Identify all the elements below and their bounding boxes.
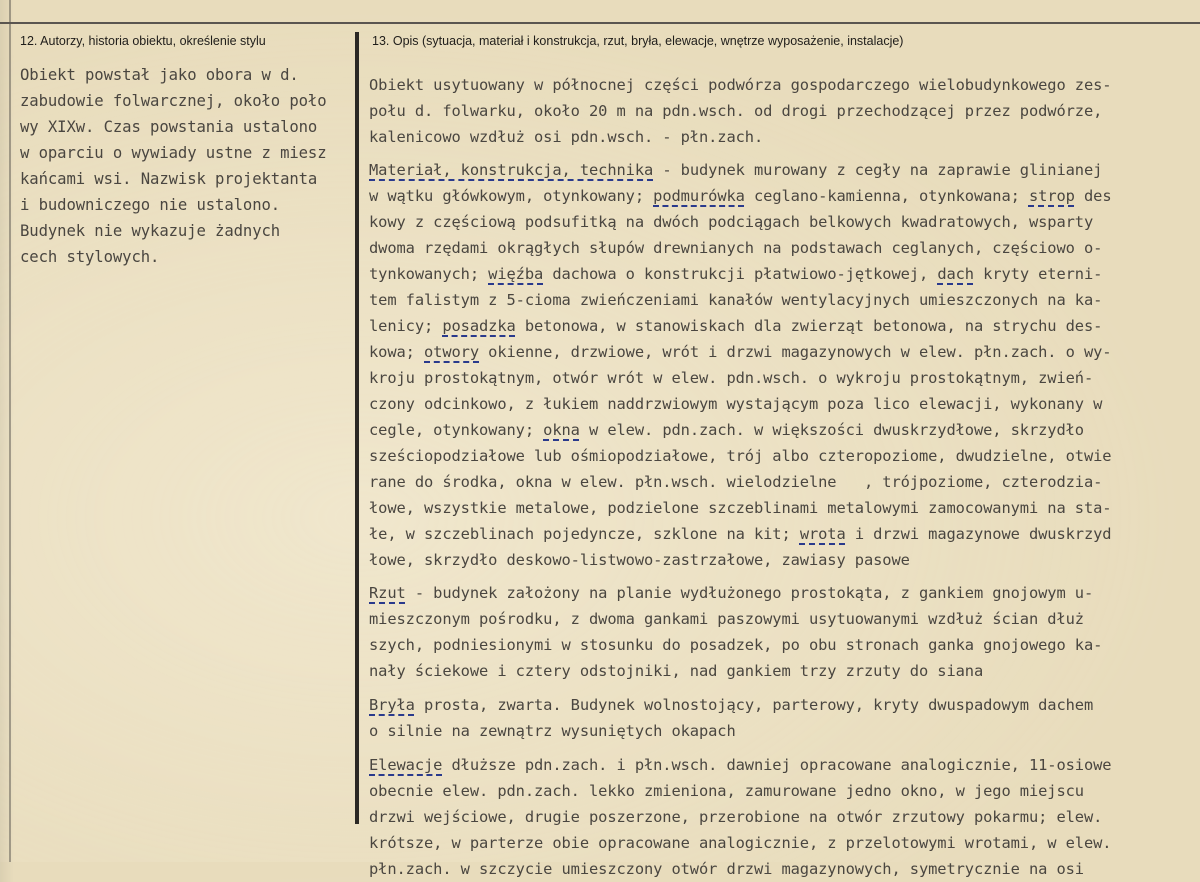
construction-text: lenicy; <box>369 317 443 335</box>
plan-line: szych, podniesionymi w stosunku do posadzek, po obu stronach ganka gnojowego ka- <box>369 636 1103 654</box>
construction-line: łowe, wszystkie metalowe, podzielone szczeblinami metalowymi zamocowanymi na sta- <box>369 499 1112 517</box>
history-line: kańcami wsi. Nazwisk projektanta <box>20 170 318 188</box>
construction-text: łe, w szczeblinach pojedyncze, szklone na kit; <box>369 525 800 543</box>
elevations-line <box>369 752 1199 778</box>
elevations-line: drzwi wejściowe, drugie poszerzone, przerobione na otwór zrzutowy pokarmu; elew. <box>369 808 1103 826</box>
construction-keyword: posadzka <box>442 317 516 335</box>
construction-line: sześciopodziałowe lub ośmiopodziałowe, trój albo czteropoziome, dwudzielne, otwie <box>369 447 1112 465</box>
construction-line: czony odcinkowo, z łukiem naddrzwiowym wystającym poza lico elewacji, wykonany w <box>369 395 1103 413</box>
history-text-block <box>20 62 350 270</box>
construction-text: w wątku główkowym, otynkowany; <box>369 187 654 205</box>
paragraph-gap <box>369 744 1199 752</box>
massing-text: prosta, zwarta. Budynek wolnostojący, parterowy, kryty dwuspadowym dachem <box>414 696 1094 714</box>
location-line: Obiekt usytuowany w północnej części podwórza gospodarczego wielobudynkowego zes- <box>369 76 1112 94</box>
left-margin-rule <box>9 0 11 862</box>
section-13-heading: 13. Opis (sytuacja, materiał i konstrukcja, rzut, bryła, elewacje, wnętrze wyposażenie, instalacje) <box>372 34 904 48</box>
construction-text: kowa; <box>369 343 424 361</box>
elevations-line: krótsze, w parterze obie opracowane analogicznie, z przelotowymi wrotami, w elew. <box>369 834 1112 852</box>
plan-text: - budynek założony na planie wydłużonego prostokąta, z gankiem gnojowym u- <box>405 584 1094 602</box>
paragraph-gap <box>369 573 1199 580</box>
location-line: połu d. folwarku, około 20 m na pdn.wsch. od drogi przechodzącej przez podwórze, <box>369 102 1103 120</box>
elevations-line: płn.zach. w szczycie umieszczony otwór drzwi magazynowych, symetrycznie na osi <box>369 860 1084 878</box>
construction-text: tynkowanych; <box>369 265 489 283</box>
paragraph-gap <box>369 150 1199 157</box>
construction-line <box>369 339 1199 365</box>
paragraph-gap <box>369 684 1199 692</box>
construction-keyword: więźba <box>488 265 544 283</box>
construction-text: kryty eterni- <box>973 265 1103 283</box>
construction-text: i drzwi magazynowe dwuskrzyd <box>845 525 1112 543</box>
construction-line: dwoma rzędami okrągłych słupów drewnianych na podstawach ceglanych, częściowo o- <box>369 239 1103 257</box>
construction-keyword: okna <box>543 421 580 439</box>
construction-line <box>369 521 1199 547</box>
elevations-keyword: Elewacje <box>369 756 443 774</box>
construction-text: des <box>1074 187 1112 205</box>
location-line: kalenicowo wzdłuż osi pdn.wsch. - płn.zach. <box>369 128 764 146</box>
construction-text: w elew. pdn.zach. w większości dwuskrzydłowe, skrzydło <box>579 421 1084 439</box>
construction-line: tem falistym z 5-cioma zwieńczeniami kanałów wentylacyjnych umieszczonych na ka- <box>369 291 1103 309</box>
elevations-text: dłuższe pdn.zach. i płn.wsch. dawniej opracowane analogicznie, 11-osiowe <box>442 756 1112 774</box>
top-rule <box>0 22 1200 24</box>
history-line: Budynek nie wykazuje żadnych <box>20 222 281 240</box>
elevations-line: obecnie elew. pdn.zach. lekko zmieniona, zamurowane jedno okno, w jego miejscu <box>369 782 1084 800</box>
history-line: wy XIXw. Czas powstania ustalono <box>20 118 318 136</box>
history-line: zabudowie folwarcznej, około poło <box>20 92 327 110</box>
history-line: Obiekt powstał jako obora w d. <box>20 66 299 84</box>
construction-text: cegle, otynkowany; <box>369 421 544 439</box>
history-line: i budowniczego nie ustalono. <box>20 196 281 214</box>
plan-line <box>369 580 1199 606</box>
construction-line <box>369 183 1199 209</box>
column-divider <box>355 32 359 824</box>
history-line: cech stylowych. <box>20 248 160 266</box>
construction-line <box>369 417 1199 443</box>
massing-keyword: Bryła <box>369 696 415 714</box>
plan-keyword: Rzut <box>369 584 406 602</box>
construction-keyword: otwory <box>424 343 479 361</box>
construction-line: łowe, skrzydło deskowo-listwowo-zastrzałowe, zawiasy pasowe <box>369 551 910 569</box>
construction-line: kowy z częściową podsufitką na dwóch podciągach belkowych kwadratowych, wsparty <box>369 213 1094 231</box>
construction-text: betonowa, w stanowiskach dla zwierząt betonowa, na strychu des- <box>515 317 1103 335</box>
description-text-block <box>369 72 1199 882</box>
section-12-heading: 12. Autorzy, historia obiektu, określenie stylu <box>20 34 266 48</box>
construction-line <box>369 157 1199 183</box>
massing-line: o silnie na zewnątrz wysuniętych okapach <box>369 722 736 740</box>
construction-text: okienne, drzwiowe, wrót i drzwi magazynowych w elew. płn.zach. o wy- <box>479 343 1112 361</box>
plan-line: mieszczonym pośrodku, z dwoma gankami paszowymi usytuowanymi wzdłuż ścian dłuż <box>369 610 1084 628</box>
construction-keyword: podmurówka <box>653 187 745 205</box>
construction-line <box>369 261 1199 287</box>
construction-text: ceglano-kamienna, otynkowana; <box>744 187 1029 205</box>
plan-line: nały ściekowe i cztery odstojniki, nad gankiem trzy zrzuty do siana <box>369 662 984 680</box>
construction-keyword: wrota <box>799 525 846 543</box>
construction-keyword: dach <box>937 265 974 283</box>
construction-keyword: Materiał, konstrukcja, technika <box>369 161 654 179</box>
construction-line: rane do środka, okna w elew. płn.wsch. wielodzielne , trójpoziome, czterodzia- <box>369 473 1103 491</box>
construction-line: kroju prostokątnym, otwór wrót w elew. pdn.wsch. o wykroju prostokątnym, zwień- <box>369 369 1094 387</box>
construction-text: dachowa o konstrukcji płatwiowo-jętkowej, <box>543 265 938 283</box>
construction-line <box>369 313 1199 339</box>
construction-keyword: strop <box>1028 187 1075 205</box>
history-line: w oparciu o wywiady ustne z miesz <box>20 144 327 162</box>
massing-line <box>369 692 1199 718</box>
construction-text: - budynek murowany z cegły na zaprawie glinianej <box>653 161 1103 179</box>
